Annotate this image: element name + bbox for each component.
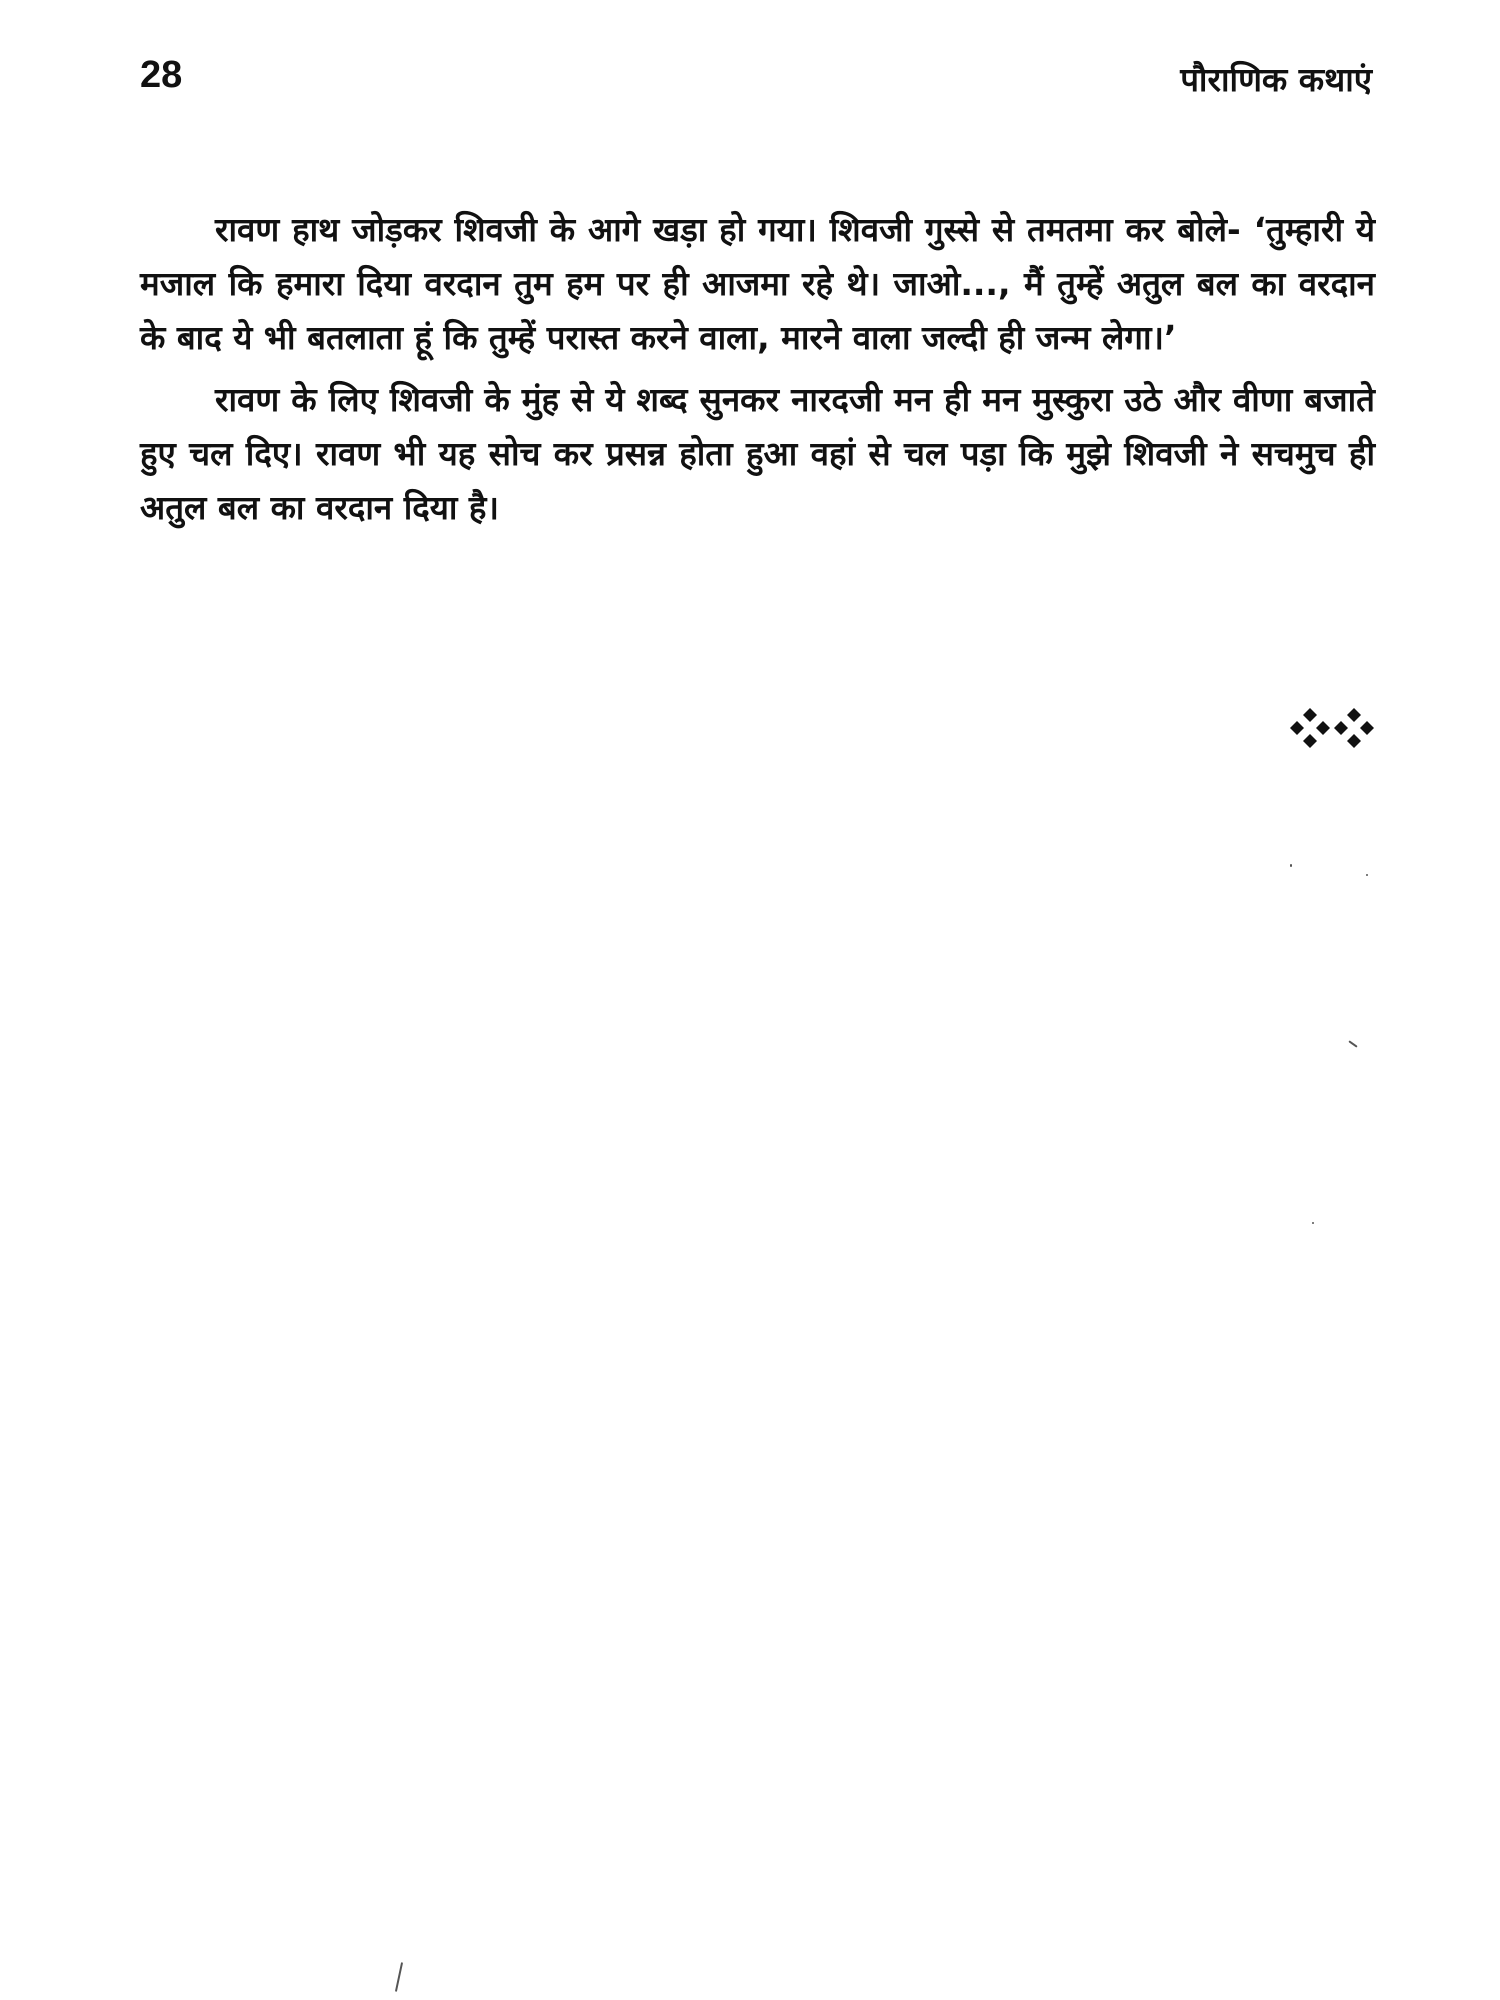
section-end-ornament	[1290, 708, 1374, 748]
scan-speck	[1312, 1222, 1314, 1224]
scan-speck	[1348, 1040, 1357, 1047]
scan-speck	[1290, 864, 1292, 867]
paragraph-1: रावण हाथ जोड़कर शिवजी के आगे खड़ा हो गया। शिवजी गुस्से से तमतमा कर बोले- ‘तुम्हारी ये मजाल कि हमारा दिया वरदान तुम हम पर ही आजमा रहे थे। जाओ..., मैं तुम्हें अतुल बल का वरदान के बाद ये भी बतलाता हूं कि तुम्हें परास्त करने वाला, मारने वाला जल्दी ही जन्म लेगा।’	[140, 210, 1375, 357]
running-title: पौराणिक कथाएं	[1180, 60, 1372, 99]
page-number: 28	[140, 54, 183, 96]
story-text	[140, 203, 1375, 543]
scan-speck	[1366, 874, 1368, 876]
scan-speck	[395, 1962, 403, 1992]
diamond-cluster-icon	[1290, 708, 1330, 748]
diamond-cluster-icon	[1334, 708, 1374, 748]
paragraph-2: रावण के लिए शिवजी के मुंह से ये शब्द सुनकर नारदजी मन ही मन मुस्कुरा उठे और वीणा बजाते हुए चल दिए। रावण भी यह सोच कर प्रसन्न होता हुआ वहां से चल पड़ा कि मुझे शिवजी ने सचमुच ही अतुल बल का वरदान दिया है।	[140, 380, 1375, 527]
